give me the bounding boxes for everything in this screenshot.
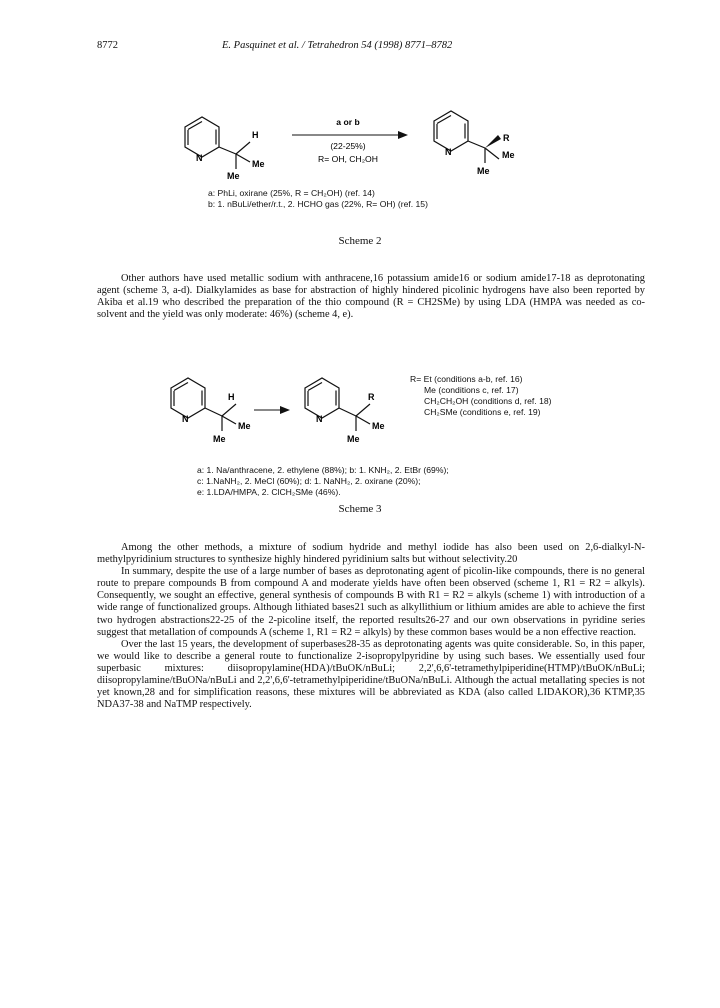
scheme2-wedge-bond xyxy=(485,135,501,148)
scheme2-arrow-below-1: (22-25%) xyxy=(330,141,366,151)
scheme3-start-h: H xyxy=(228,392,235,402)
scheme2-product-r: R xyxy=(503,133,510,143)
scheme3-reaction-arrow xyxy=(254,406,290,414)
scheme2-structures xyxy=(0,95,720,185)
scheme2-arrow-below-2: R= OH, CH₂OH xyxy=(318,154,378,164)
scheme2-arrow-above: a or b xyxy=(336,117,360,127)
scheme3-caption: Scheme 3 xyxy=(338,503,382,515)
scheme2-product-molecule xyxy=(434,111,499,163)
running-header: E. Pasquinet et al. / Tetrahedron 54 (1998) 8771–8782 xyxy=(222,40,453,51)
paragraph-group xyxy=(97,542,645,711)
scheme2-product-me-2: Me xyxy=(477,166,490,176)
scheme3-start-me-2: Me xyxy=(213,434,226,444)
scheme3-structures xyxy=(0,358,720,458)
scheme2-start-me-1: Me xyxy=(252,159,265,169)
scheme3-start-n: N xyxy=(182,414,189,424)
scheme3-r-list-0: R= Et (conditions a-b, ref. 16) xyxy=(410,374,523,384)
scheme3-condition-3: e: 1.LDA/HMPA, 2. ClCH₂SMe (46%). xyxy=(197,487,341,497)
paragraph-1 xyxy=(97,273,645,321)
scheme3-product-molecule xyxy=(305,378,370,431)
scheme2-start-molecule xyxy=(185,117,250,169)
scheme3-r-list-1: Me (conditions c, ref. 17) xyxy=(424,385,519,395)
scheme3-product-r: R xyxy=(368,392,375,402)
scheme3-r-list-3: CH₂SMe (conditions e, ref. 19) xyxy=(424,407,541,417)
scheme3-start-molecule xyxy=(171,378,236,431)
paragraph-4: Over the last 15 years, the development of superbases28-35 as deprotonating agents was quite considerable. So, in this paper, we would like to describe a general route to functionalize 2-isopropylpyridine by using such bases. We essentially used four superbasic mixtures: diisopropylamine(HDA)/tBuOK/nBuLi; 2,2',6,6'-tetramethylpiperidine(HTMP)/tBuOK/nBuLi; diisopropylamine/tBuONa/nBuLi and 2,2',6,6'-tetramethylpiperidine/tBuONa/nBuLi. Although the actual metallating species is not yet known,28 and for simplification reasons, these mixtures will be abbreviated as KDA (also called LIDAKOR),36 KTMP,35 NDA37-38 and NaTMP respectively. xyxy=(97,638,645,711)
scheme2-start-me-2: Me xyxy=(227,171,240,181)
scheme2-condition-b: b: 1. nBuLi/ether/r.t., 2. HCHO gas (22%, R= OH) (ref. 15) xyxy=(208,199,428,209)
paragraph-3: In summary, despite the use of a large number of bases as deprotonating agent of picolin-like compounds, there is no general route to prepare compounds B from compound A and moderate yields have often been observed (scheme 1, R1 = R2 = alkyls). Consequently, we sought an effective, general synthesis of compounds B with R1 = R2 = alkyls (scheme 1) with introduction of a wide range of functionalized groups. Although lithiated bases21 such as alkyllithium or lithium amides are able to achieve the first two hydrogen abstractions22-25 of the 2-picoline itself, the reported results26-27 and our own observations in pyridine series suggest that metallation of compounds A (scheme 1, R1 = R2 = alkyls) by these common bases would be a non effective reaction. xyxy=(97,566,645,638)
scheme2-product-me-1: Me xyxy=(502,150,515,160)
paragraph-2: Among the other methods, a mixture of sodium hydride and methyl iodide has also been used on 2,6-dialkyl-N-methylpyridinium structures to synthesize highly hindered pyridinium salts but without selectivity.20 xyxy=(97,542,645,566)
scheme2-caption: Scheme 2 xyxy=(338,235,382,247)
scheme3-condition-1: a: 1. Na/anthracene, 2. ethylene (88%); b: 1. KNH₂, 2. EtBr (69%); xyxy=(197,465,449,475)
scheme2-start-n: N xyxy=(196,153,203,163)
scheme2-start-h: H xyxy=(252,130,259,140)
scheme3-start-me-1: Me xyxy=(238,421,251,431)
scheme3-product-n: N xyxy=(316,414,323,424)
scheme2-reaction-arrow xyxy=(292,131,408,139)
scheme3-product-me-1: Me xyxy=(372,421,385,431)
scheme2-product-n: N xyxy=(445,147,452,157)
paragraph-1-text: Other authors have used metallic sodium with anthracene,16 potassium amide16 or sodium amide17-18 as deprotonating agent (scheme 3, a-d). Dialkylamides as base for abstraction of highly hindered picolinic hydrogens have also been reported by Akiba et al.19 who described the preparation of the thio compound (R = CH2SMe) by using LDA (HMPA was needed as co-solvent and the yield was only moderate: 46%) (scheme 4, e). xyxy=(97,273,645,321)
page-number: 8772 xyxy=(97,40,118,51)
scheme3-product-me-2: Me xyxy=(347,434,360,444)
scheme3-r-list-2: CH₂CH₂OH (conditions d, ref. 18) xyxy=(424,396,552,406)
scheme3-condition-2: c: 1.NaNH₂, 2. MeCl (60%); d: 1. NaNH₂, 2. oxirane (20%); xyxy=(197,476,421,486)
scheme2-condition-a: a: PhLi, oxirane (25%, R = CH₂OH) (ref. 14) xyxy=(208,188,375,198)
